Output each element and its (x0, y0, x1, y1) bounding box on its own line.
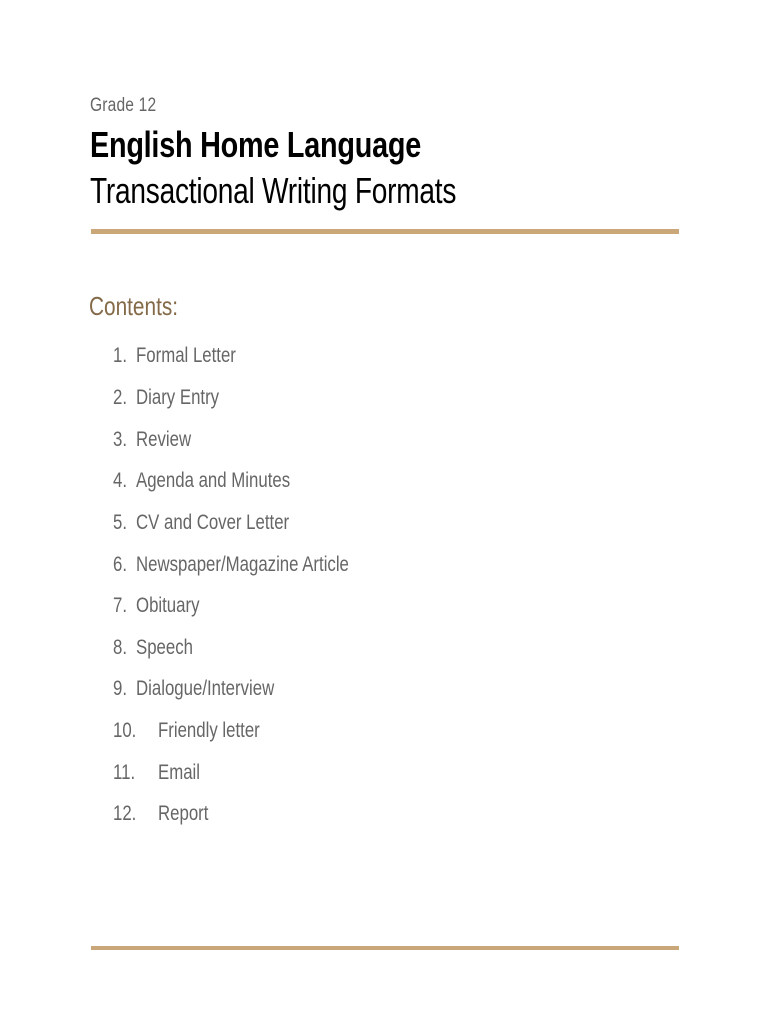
list-item-label: Speech (136, 636, 193, 659)
list-item-label: Agenda and Minutes (136, 469, 291, 492)
list-item-label: Report (158, 802, 209, 825)
list-item-label: Formal Letter (136, 344, 236, 367)
footer-divider (91, 946, 679, 950)
list-item-label: Friendly letter (158, 719, 260, 742)
list-item-number: 8. (113, 636, 128, 659)
list-item-number: 2. (113, 386, 128, 409)
list-item-label: Email (158, 761, 201, 784)
contents-heading: Contents: (89, 291, 179, 321)
document-subtitle: Transactional Writing Formats (90, 170, 457, 211)
list-item-number: 1. (113, 344, 128, 367)
list-item-number: 7. (113, 594, 128, 617)
list-item-number: 6. (113, 553, 128, 576)
list-item-number: 10. (113, 719, 137, 742)
list-item-number: 4. (113, 469, 128, 492)
list-item-label: Obituary (136, 594, 200, 617)
list-item-label: Diary Entry (136, 386, 220, 409)
list-item-number: 3. (113, 428, 128, 451)
document-title: English Home Language (90, 124, 421, 165)
header-divider (91, 229, 679, 234)
list-item-number: 9. (113, 677, 128, 700)
list-item-number: 12. (113, 802, 137, 825)
list-item-number: 5. (113, 511, 128, 534)
list-item-number: 11. (113, 761, 136, 784)
list-item-label: CV and Cover Letter (136, 511, 290, 534)
list-item-label: Review (136, 428, 192, 451)
grade-label: Grade 12 (90, 95, 157, 116)
list-item-label: Dialogue/Interview (136, 677, 275, 700)
list-item-label: Newspaper/Magazine Article (136, 553, 349, 576)
